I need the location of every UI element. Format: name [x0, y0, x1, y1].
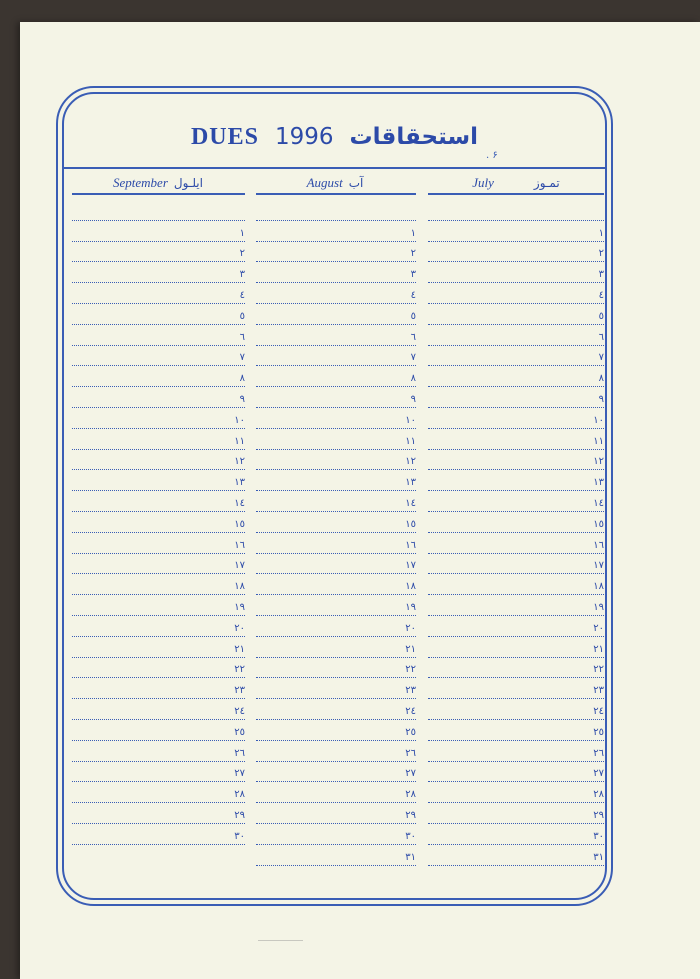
day-row[interactable] [72, 304, 245, 325]
day-number: ١٥ [234, 518, 245, 530]
day-row[interactable] [256, 221, 416, 242]
day-row[interactable] [256, 304, 416, 325]
header-underline-july [428, 193, 604, 195]
column-header-september [72, 174, 244, 192]
day-row[interactable] [256, 720, 416, 741]
day-number: ٢٠ [405, 622, 416, 634]
day-row[interactable] [72, 346, 245, 367]
day-number: ٢١ [593, 643, 604, 655]
july-day-column [428, 200, 604, 866]
day-number: ٢٨ [405, 789, 416, 801]
day-row[interactable] [428, 450, 604, 471]
day-row[interactable] [428, 262, 604, 283]
september-arabic-label: ايلـول [173, 176, 203, 190]
day-row[interactable] [256, 470, 416, 491]
day-number: ٢٥ [405, 726, 416, 738]
day-number: ١٨ [234, 581, 245, 593]
day-number: ٢٦ [593, 747, 604, 759]
day-row[interactable] [72, 221, 245, 242]
day-number: ١٩ [234, 601, 245, 613]
day-number: ١٩ [593, 601, 604, 613]
day-number: ٢٢ [234, 664, 245, 676]
day-row[interactable] [428, 283, 604, 304]
day-number: ٢٢ [405, 664, 416, 676]
day-row[interactable] [428, 554, 604, 575]
day-row[interactable] [256, 262, 416, 283]
day-number: ٨ [598, 373, 604, 385]
day-number: ١١ [234, 435, 245, 447]
day-number: ١ [410, 227, 416, 239]
day-number: ٢٤ [405, 705, 416, 717]
day-row[interactable] [256, 574, 416, 595]
day-row[interactable] [72, 782, 245, 803]
day-number: ٤ [239, 289, 245, 301]
day-row[interactable] [256, 637, 416, 658]
title-english: DUES [190, 123, 259, 150]
title-divider [62, 167, 607, 169]
day-row[interactable] [256, 803, 416, 824]
day-row[interactable] [428, 470, 604, 491]
day-row[interactable] [256, 554, 416, 575]
september-day-column [72, 200, 245, 845]
day-row[interactable] [72, 741, 245, 762]
day-number: ٧ [239, 352, 245, 364]
day-row[interactable] [256, 595, 416, 616]
day-row[interactable] [72, 803, 245, 824]
day-row[interactable] [72, 637, 245, 658]
day-number: ٧ [410, 352, 416, 364]
day-row[interactable] [72, 595, 245, 616]
day-row[interactable] [428, 699, 604, 720]
day-row[interactable] [256, 366, 416, 387]
day-row[interactable] [428, 366, 604, 387]
day-number: ١٦ [593, 539, 604, 551]
day-number: ٢٧ [593, 768, 604, 780]
day-row[interactable] [428, 429, 604, 450]
day-row[interactable] [256, 450, 416, 471]
day-row[interactable] [256, 741, 416, 762]
day-row[interactable] [428, 720, 604, 741]
august-arabic-label: آب [348, 176, 364, 190]
header-underline-september [72, 193, 245, 195]
day-number: ١٤ [405, 497, 416, 509]
day-row[interactable] [428, 762, 604, 783]
day-number: ١٣ [405, 477, 416, 489]
day-number: ٢٢ [593, 664, 604, 676]
day-number: ١٦ [234, 539, 245, 551]
day-number: ٤ [410, 289, 416, 301]
day-number: ٢٥ [234, 726, 245, 738]
day-row[interactable] [72, 512, 245, 533]
day-number: ٦ [410, 331, 416, 343]
day-number: ٢١ [234, 643, 245, 655]
header-underline-august [256, 193, 416, 195]
august-english-label: August [306, 175, 343, 190]
day-row[interactable] [72, 450, 245, 471]
day-row[interactable] [428, 741, 604, 762]
day-number: ٦ [598, 331, 604, 343]
day-number: ٣ [410, 269, 416, 281]
day-number: ١٠ [405, 414, 416, 426]
day-number: ١٨ [593, 581, 604, 593]
day-row[interactable] [72, 762, 245, 783]
day-row[interactable] [72, 720, 245, 741]
day-row[interactable] [428, 533, 604, 554]
day-row[interactable] [256, 325, 416, 346]
day-number: ٣١ [405, 851, 416, 863]
day-row[interactable] [256, 283, 416, 304]
day-row[interactable] [428, 803, 604, 824]
day-row[interactable] [428, 637, 604, 658]
day-row[interactable] [428, 304, 604, 325]
day-row[interactable] [256, 429, 416, 450]
day-row[interactable] [72, 491, 245, 512]
day-row[interactable] [428, 616, 604, 637]
blank-row [72, 200, 245, 221]
day-number: ٢٩ [593, 809, 604, 821]
day-row[interactable] [256, 782, 416, 803]
day-number: ١٠ [593, 414, 604, 426]
day-number: ٩ [239, 393, 245, 405]
day-number: ١٥ [405, 518, 416, 530]
day-number: ١ [239, 227, 245, 239]
day-row[interactable] [72, 429, 245, 450]
day-number: ١١ [593, 435, 604, 447]
day-number: ١٩ [405, 601, 416, 613]
day-row[interactable] [428, 512, 604, 533]
august-day-column [256, 200, 416, 866]
day-number: ٢٧ [405, 768, 416, 780]
day-row[interactable] [256, 408, 416, 429]
day-row[interactable] [72, 366, 245, 387]
day-number: ٣ [239, 269, 245, 281]
day-number: ٢٤ [234, 705, 245, 717]
day-row[interactable] [72, 262, 245, 283]
day-number: ٢٦ [234, 747, 245, 759]
day-number: ٩ [410, 393, 416, 405]
title-arabic: استحقاقات [349, 124, 479, 150]
day-row[interactable] [428, 658, 604, 679]
day-row[interactable] [72, 699, 245, 720]
day-number: ٦ [239, 331, 245, 343]
day-row[interactable] [256, 387, 416, 408]
day-row[interactable] [72, 658, 245, 679]
day-number: ١٧ [405, 560, 416, 572]
day-number: ٢٩ [405, 809, 416, 821]
day-number: ٨ [410, 373, 416, 385]
day-row[interactable] [72, 824, 245, 845]
day-number: ١٧ [593, 560, 604, 572]
day-number: ١٤ [593, 497, 604, 509]
day-row[interactable] [256, 533, 416, 554]
day-number: ٢٣ [234, 685, 245, 697]
day-row[interactable] [72, 470, 245, 491]
day-number: ٢٧ [234, 768, 245, 780]
day-row[interactable] [428, 346, 604, 367]
day-number: ٢٨ [234, 789, 245, 801]
day-row[interactable] [256, 346, 416, 367]
blank-row [256, 200, 416, 221]
day-number: ٤ [598, 289, 604, 301]
day-row[interactable] [72, 616, 245, 637]
day-row[interactable] [428, 574, 604, 595]
day-row[interactable] [428, 678, 604, 699]
day-row[interactable] [256, 512, 416, 533]
day-number: ١٢ [234, 456, 245, 468]
day-row[interactable] [256, 699, 416, 720]
day-number: ١٧ [234, 560, 245, 572]
day-number: ١٤ [234, 497, 245, 509]
day-number: ١٢ [405, 456, 416, 468]
day-row[interactable] [428, 221, 604, 242]
day-number: ٢٦ [405, 747, 416, 759]
day-number: ٣١ [593, 851, 604, 863]
day-number: ١٠ [234, 414, 245, 426]
day-number: ٢٠ [593, 622, 604, 634]
day-number: ٣٠ [234, 830, 245, 842]
day-row[interactable] [428, 595, 604, 616]
day-row[interactable] [428, 387, 604, 408]
day-row[interactable] [72, 408, 245, 429]
day-number: ٢٥ [593, 726, 604, 738]
september-english-label: September [113, 175, 168, 190]
day-number: ١٨ [405, 581, 416, 593]
day-number: ١٦ [405, 539, 416, 551]
day-number: ٢٣ [593, 685, 604, 697]
day-number: ٨ [239, 373, 245, 385]
day-number: ١٣ [593, 477, 604, 489]
day-row[interactable] [256, 491, 416, 512]
july-arabic-label: تمـوز [533, 176, 560, 190]
day-row[interactable] [256, 762, 416, 783]
day-number: ٧ [598, 352, 604, 364]
day-number: ٣٠ [405, 830, 416, 842]
day-row[interactable] [72, 678, 245, 699]
day-row[interactable] [428, 845, 604, 866]
day-number: ٥ [598, 310, 604, 322]
column-header-august [255, 174, 415, 192]
title-year: 1996 [275, 124, 334, 150]
day-row[interactable] [256, 845, 416, 866]
blank-row [428, 200, 604, 221]
day-row[interactable] [72, 574, 245, 595]
day-number: ١ [598, 227, 604, 239]
day-number: ٥ [239, 310, 245, 322]
page-footer-rule [258, 940, 303, 941]
day-row[interactable] [256, 824, 416, 845]
day-number: ٢١ [405, 643, 416, 655]
day-row[interactable] [72, 533, 245, 554]
day-number: ٢ [410, 248, 416, 260]
day-number: ٢٠ [234, 622, 245, 634]
day-number: ٢ [598, 248, 604, 260]
day-number: ٢٤ [593, 705, 604, 717]
day-number: ٢٩ [234, 809, 245, 821]
day-row[interactable] [428, 491, 604, 512]
day-row[interactable] [72, 554, 245, 575]
day-row[interactable] [256, 242, 416, 263]
day-row[interactable] [72, 283, 245, 304]
day-number: ٢٣ [405, 685, 416, 697]
day-row[interactable] [256, 678, 416, 699]
day-row[interactable] [428, 242, 604, 263]
day-row[interactable] [256, 616, 416, 637]
day-row[interactable] [72, 242, 245, 263]
day-number: ٩ [598, 393, 604, 405]
day-number: ٣ [598, 269, 604, 281]
day-number: ١٢ [593, 456, 604, 468]
day-row[interactable] [428, 325, 604, 346]
day-number: ٢٨ [593, 789, 604, 801]
day-number: ٣٠ [593, 830, 604, 842]
day-row[interactable] [72, 387, 245, 408]
stamp-mark: . ۶ [486, 150, 498, 161]
day-number: ٢ [239, 248, 245, 260]
page-title [56, 122, 613, 152]
july-english-label: July [472, 175, 494, 190]
column-header-july [428, 174, 604, 192]
day-number: ٥ [410, 310, 416, 322]
day-number: ١٥ [593, 518, 604, 530]
day-row[interactable] [256, 658, 416, 679]
day-row[interactable] [428, 782, 604, 803]
day-row[interactable] [428, 824, 604, 845]
day-number: ١٣ [234, 477, 245, 489]
day-row[interactable] [428, 408, 604, 429]
day-number: ١١ [405, 435, 416, 447]
day-row[interactable] [72, 325, 245, 346]
